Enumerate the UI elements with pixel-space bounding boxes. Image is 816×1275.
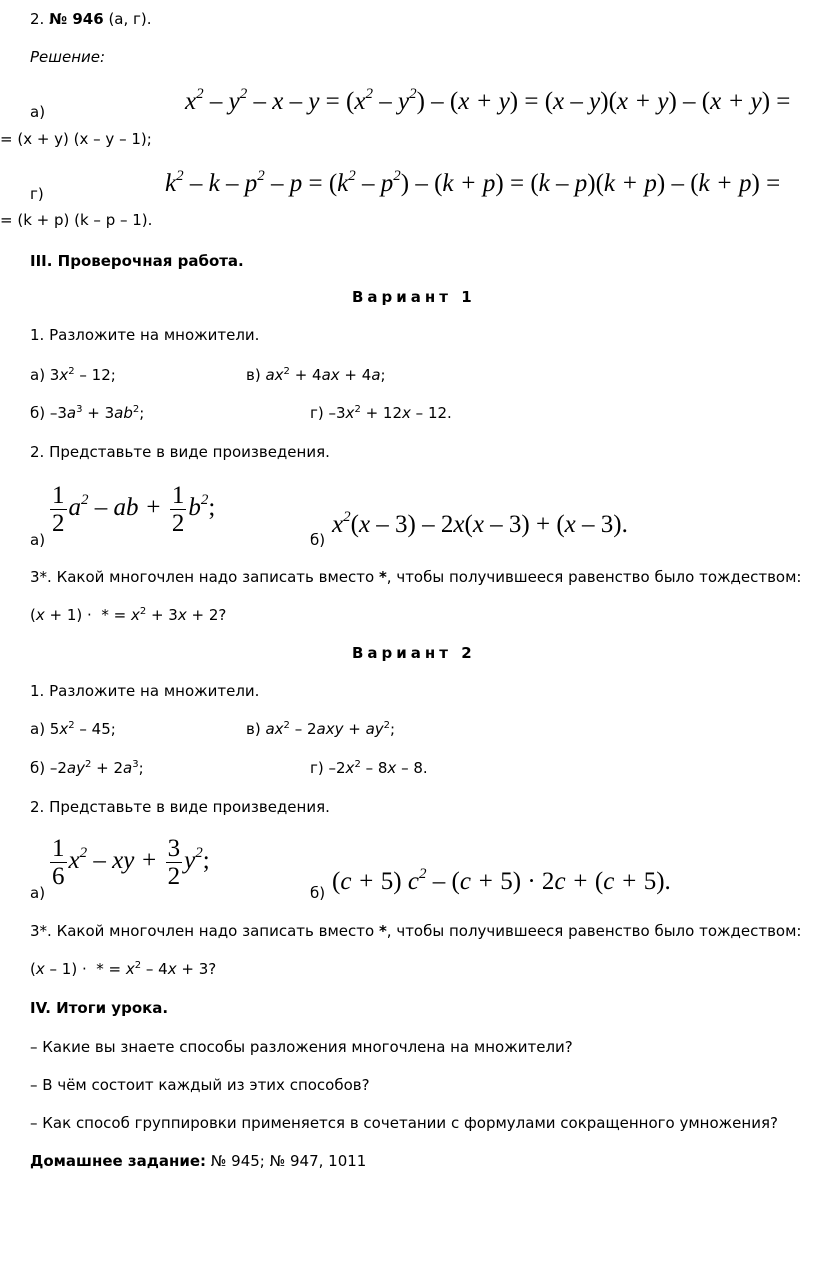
- v1-task1-g: г) $-3x^2 + 12x - 12$.: [310, 404, 452, 422]
- v1-task2-b-label: б): [310, 531, 326, 549]
- part-a-equation: $x^2 - y^2 - x - y = (x^2 - y^2) - (x + y) = (x - y)(x + y) - (x + y)$ =: [185, 86, 791, 115]
- v1-task2-b-expr: $x^2(x - 3) - 2x(x - 3) + (x - 3)$.: [332, 509, 628, 538]
- v2-task2-title: 2. Представьте в виде произведения.: [30, 798, 330, 816]
- v1-task1-a: а) $3x^2 - 12$;: [30, 366, 116, 384]
- header-suffix: (а, г).: [103, 10, 152, 28]
- summary-question-3: – Как способ группировки применяется в сочетании с формулами сокращенного умножения?: [30, 1114, 778, 1132]
- part-g-equation: $k^2 - k - p^2 - p = (k^2 - p^2) - (k + p) = (k - p)(k + p) - (k + p)$ =: [165, 168, 781, 197]
- part-a-result: = (x + y) (x – y – 1);: [0, 130, 152, 148]
- v2-task1-g: г) $-2x^2 - 8x - 8$.: [310, 759, 428, 777]
- summary-question-2: – В чём состоит каждый из этих способов?: [30, 1076, 370, 1094]
- v2-task1-a: а) $5x^2 - 45$;: [30, 720, 116, 738]
- section-3-title: III. Проверочная работа.: [30, 252, 244, 270]
- v2-task2-a-label: а): [30, 884, 46, 902]
- homework-value: № 945; № 947, 1011: [206, 1152, 367, 1170]
- task-header: [30, 12, 152, 27]
- v1-task3-equation: (x + 1) · * = $x^2 + 3x + 2$?: [30, 606, 227, 624]
- v1-task2-a-expr: $\frac{1}{2}$ $a^2$ – ab + $\frac{1}{2}$ $b^2$;: [52, 482, 216, 537]
- v2-task1-title: 1. Разложите на множители.: [30, 682, 260, 700]
- v2-task3-equation: (x – 1) · * = $x^2 - 4x + 3$?: [30, 960, 217, 978]
- v2-task3-title: 3*. Какой многочлен надо записать вместо *, чтобы получившееся равенство было тождеством:: [30, 922, 802, 940]
- v1-task1-b: б) $-3a^3 + 3ab^2$;: [30, 404, 145, 422]
- solution-label: Решение:: [30, 48, 106, 66]
- v2-task1-b: б) $-2ay^2 + 2a^3$;: [30, 759, 144, 777]
- v2-task1-v: в) $ax^2 - 2axy + ay^2$;: [246, 720, 396, 738]
- task-number: № 946: [49, 10, 104, 28]
- homework: [30, 1154, 366, 1169]
- v2-task2-b-label: б): [310, 884, 326, 902]
- v1-task2-a-label: а): [30, 531, 46, 549]
- part-g-label: г): [30, 185, 44, 203]
- v2-task2-b-expr: (c + 5) $c^2 - (c + 5) \cdot 2c + (c + 5)$.: [332, 866, 671, 895]
- v1-task3-title: 3*. Какой многочлен надо записать вместо *, чтобы получившееся равенство было тождеством:: [30, 568, 802, 586]
- variant-2-title: Вариант 2: [352, 644, 476, 662]
- summary-question-1: – Какие вы знаете способы разложения многочлена на множители?: [30, 1038, 573, 1056]
- section-4-title: IV. Итоги урока.: [30, 999, 169, 1017]
- part-a-label: а): [30, 103, 46, 121]
- homework-label: Домашнее задание:: [30, 1152, 207, 1170]
- header-prefix: 2.: [30, 10, 50, 28]
- v2-task2-a-expr: $\frac{1}{6}$ $x^2$ – xy + $\frac{3}{2}$ $y^2$;: [52, 835, 210, 890]
- v1-task1-v: в) $ax^2 + 4ax + 4a$;: [246, 366, 386, 384]
- v1-task2-title: 2. Представьте в виде произведения.: [30, 443, 330, 461]
- v1-task1-title: 1. Разложите на множители.: [30, 326, 260, 344]
- variant-1-title: Вариант 1: [352, 288, 476, 306]
- part-g-result: = (k + p) (k – p – 1).: [0, 211, 153, 229]
